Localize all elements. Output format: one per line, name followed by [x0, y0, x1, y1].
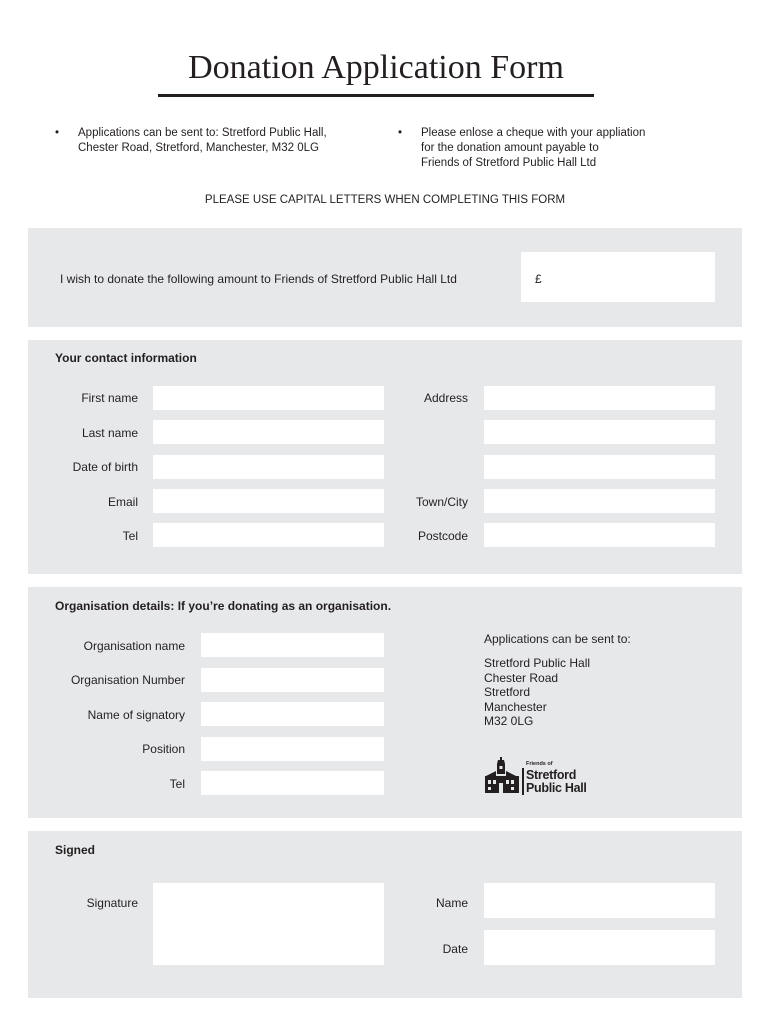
- town-field[interactable]: [484, 489, 715, 513]
- contact-section-title: Your contact information: [55, 351, 197, 365]
- signature-label: Signature: [86, 896, 138, 910]
- address-line: Manchester: [484, 699, 547, 714]
- name-label: Name: [435, 896, 468, 910]
- bullet-line: Chester Road, Stretford, Manchester, M32 0LG: [78, 142, 319, 154]
- signed-name-field[interactable]: [484, 883, 715, 918]
- address-line: Stretford: [484, 685, 531, 699]
- email-field[interactable]: [153, 489, 384, 513]
- address-line: Stretford Public Hall: [484, 656, 591, 670]
- donation-label: I wish to donate the following amount to Friends of Stretford Public Hall Ltd: [60, 272, 457, 286]
- page-title: Donation Application Form: [188, 49, 564, 86]
- first-name-label: First name: [81, 391, 138, 405]
- donation-amount-field[interactable]: [521, 252, 715, 302]
- logo-stretford: Stretford: [526, 768, 577, 782]
- logo-public-hall: Public Hall: [526, 781, 587, 795]
- position-label: Position: [142, 742, 185, 756]
- address-field-2[interactable]: [484, 420, 715, 444]
- dob-label: Date of birth: [72, 460, 138, 474]
- email-label: Email: [107, 495, 138, 509]
- town-hall-building-icon: [484, 757, 522, 795]
- address-field-1[interactable]: [484, 386, 715, 410]
- bullet-marker: •: [398, 127, 403, 139]
- stretford-public-hall-logo: [484, 757, 604, 797]
- org-number-label: Organisation Number: [70, 673, 185, 687]
- signed-section-title: Signed: [55, 843, 96, 857]
- bullet-line: Friends of Stretford Public Hall Ltd: [421, 157, 597, 169]
- donation-panel: [28, 228, 742, 327]
- position-field[interactable]: [201, 737, 384, 761]
- org-tel-field[interactable]: [201, 771, 384, 795]
- bullet-line: Please enlose a cheque with your appliation: [421, 127, 646, 139]
- address-field-3[interactable]: [484, 455, 715, 479]
- first-name-field[interactable]: [153, 386, 384, 410]
- address-line: M32 0LG: [484, 714, 534, 728]
- town-label: Town/City: [415, 495, 468, 509]
- signatory-field[interactable]: [201, 702, 384, 726]
- organisation-panel: [28, 587, 742, 818]
- signed-panel: [28, 831, 742, 998]
- capital-letters-note: PLEASE USE CAPITAL LETTERS WHEN COMPLETING THIS FORM: [204, 194, 566, 206]
- bullet-line: for the donation amount payable to: [421, 142, 599, 154]
- date-label: Date: [442, 942, 468, 956]
- title-underline: [158, 94, 594, 97]
- logo-friends-of: Friends of: [526, 761, 553, 767]
- send-to-heading: Applications can be sent to:: [484, 632, 631, 646]
- postcode-label: Postcode: [417, 529, 468, 543]
- tel-label: Tel: [122, 529, 138, 543]
- currency-symbol: £: [535, 272, 542, 286]
- last-name-field[interactable]: [153, 420, 384, 444]
- address-label: Address: [423, 391, 468, 405]
- signatory-label: Name of signatory: [87, 708, 185, 722]
- dob-field[interactable]: [153, 455, 384, 479]
- org-name-label: Organisation name: [83, 639, 185, 653]
- send-to-address: [484, 656, 590, 729]
- org-tel-label: Tel: [169, 777, 185, 791]
- org-name-field[interactable]: [201, 633, 384, 657]
- signed-date-field[interactable]: [484, 930, 715, 965]
- organisation-section-title: Organisation details: If you’re donating as an organisation.: [55, 599, 392, 613]
- last-name-label: Last name: [81, 426, 138, 440]
- address-line: Chester Road: [484, 670, 559, 685]
- bullet-marker: •: [55, 127, 60, 139]
- bullet-line: Applications can be sent to: Stretford Public Hall,: [78, 127, 327, 139]
- postcode-field[interactable]: [484, 523, 715, 547]
- tel-field[interactable]: [153, 523, 384, 547]
- signature-field[interactable]: [153, 883, 384, 965]
- org-number-field[interactable]: [201, 668, 384, 692]
- contact-panel: [28, 340, 742, 574]
- logo-divider: [522, 768, 524, 795]
